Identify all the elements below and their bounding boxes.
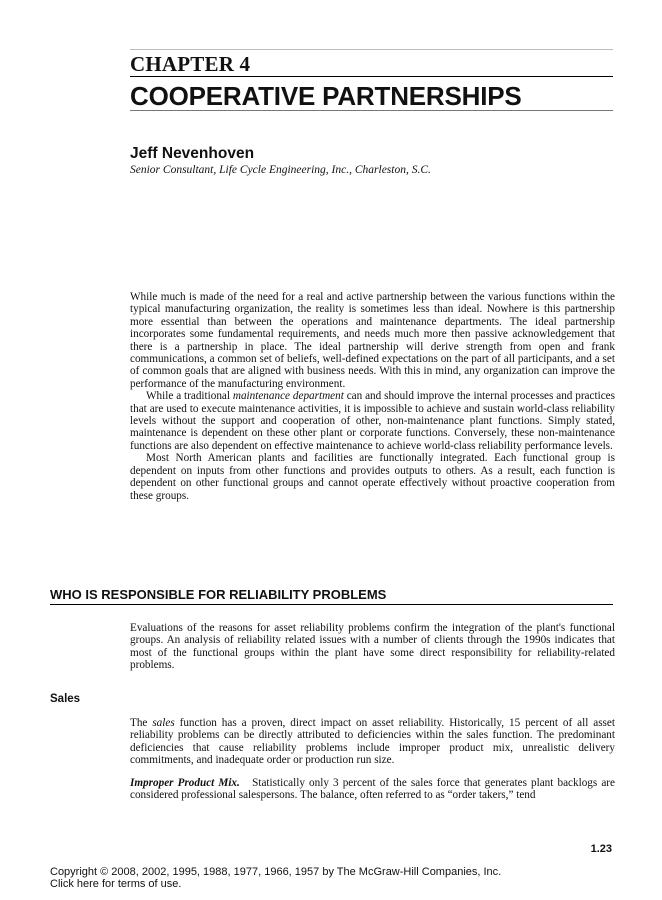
chapter-rule <box>130 76 613 77</box>
section-rule <box>50 604 613 605</box>
chapter-title: COOPERATIVE PARTNERSHIPS <box>130 81 522 111</box>
page-number: 1.23 <box>590 843 612 855</box>
sales-p2-rest: Statistically only 3 percent of the sales force that generates plant backlogs are considered professional salespersons. The balance, often referred to as “order takers,” tend <box>130 776 616 802</box>
copyright-notice: Copyright © 2008, 2002, 1995, 1988, 1977, 1966, 1957 by The McGraw-Hill Companies, Inc. <box>50 866 502 878</box>
copyright-block <box>50 866 501 890</box>
terms-of-use-link[interactable]: Click here for terms of use. <box>50 878 182 890</box>
intro-paragraph-2 <box>130 390 615 452</box>
sales-paragraph-2 <box>130 777 615 802</box>
sales-p1-rest: function has a proven, direct impact on asset reliability. Historically, 15 percent of all asset reliability problems can be directly attributed to deficiencies within the sales function. The predominant deficiencies that cause reliability problems include improper product mix, unrealistic delivery commitments, and inadequate order or production run size. <box>130 717 615 767</box>
sales-text <box>130 717 615 801</box>
sales-heading: Sales <box>50 693 81 705</box>
title-rule <box>130 110 613 111</box>
section-heading: WHO IS RESPONSIBLE FOR RELIABILITY PROBLEMS <box>50 587 387 602</box>
intro-p2-emphasis: maintenance department <box>232 390 344 403</box>
sales-paragraph-1 <box>130 717 615 767</box>
top-rule <box>130 49 613 50</box>
intro-paragraph-1: While much is made of the need for a real and active partnership between the various functions within the typical manufacturing organization, the reality is sometimes less than ideal. Nowhere is this partnership more essential than between the operations and maintenance departments. The ideal partnership incorporates some fundamental requirements, and needs much more then passive acknowledgement that there is a partnership in place. The ideal partnership will derive strength from open and frank communications, a common set of beliefs, well-defined expectations on the part of all participants, and a set of common goals that are aligned with business needs. With this in mind, any organization can improve the performance of the manufacturing environment. <box>130 291 615 390</box>
author-name: Jeff Nevenhoven <box>130 145 255 162</box>
sales-p2-runin-heading: Improper Product Mix. <box>130 776 240 789</box>
chapter-number: CHAPTER 4 <box>130 52 251 76</box>
intro-p2-lead: While a traditional <box>146 390 233 403</box>
sales-p1-emphasis: sales <box>152 717 175 729</box>
sales-p1-lead: The <box>130 717 153 729</box>
section-paragraph-1: Evaluations of the reasons for asset reliability problems confirm the integration of the plant's functional groups. An analysis of reliability related issues with a number of clients through the 1990s indicates that most of the functional groups within the plant have some direct responsibility for reliability-related problems. <box>130 622 615 672</box>
author-affiliation: Senior Consultant, Life Cycle Engineering, Inc., Charleston, S.C. <box>130 164 431 176</box>
intro-p2-rest: can and should improve the internal processes and practices that are used to execute maintenance activities, it is impossible to achieve and sustain world-class reliability levels without the support and cooperation of other, non-maintenance plant functions. Simply stated, maintenance is dependent on these other plant or corporate functions. Conversely, these non-maintenance functions are also dependent on effective maintenance to achieve world-class reliability performance levels. <box>130 390 615 452</box>
intro-text <box>130 291 615 502</box>
section-text <box>130 622 615 672</box>
intro-paragraph-3: Most North American plants and facilities are functionally integrated. Each functional group is dependent on inputs from other functions and provides outputs to others. As a result, each function is dependent on other functional groups and cannot operate effectively without proactive cooperation from these groups. <box>130 452 615 502</box>
